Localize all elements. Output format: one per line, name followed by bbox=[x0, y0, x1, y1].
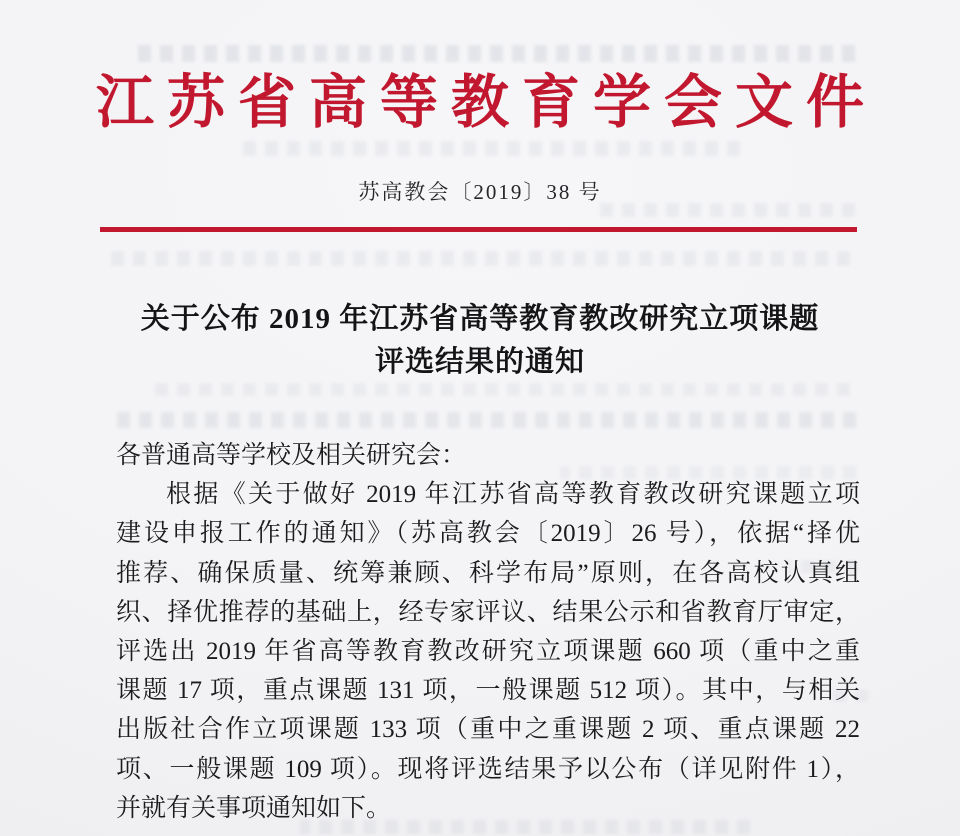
body-line: 出版社合作立项课题 133 项（重中之重课题 2 项、重点课题 22 bbox=[116, 716, 860, 744]
red-separator-rule bbox=[100, 227, 857, 232]
body-line: 推荐、确保质量、统筹兼顾、科学布局”原则，在各高校认真组 bbox=[116, 559, 860, 587]
bleedthrough-text-artifact bbox=[116, 412, 856, 428]
body-line: 并就有关事项通知如下。 bbox=[116, 794, 392, 822]
bleedthrough-text-artifact bbox=[600, 203, 855, 217]
bleedthrough-text-artifact bbox=[110, 251, 850, 266]
agency-letterhead-title: 江苏省高等教育学会文件 bbox=[95, 70, 877, 135]
notice-title-line2: 评选结果的通知 bbox=[374, 346, 585, 378]
body-line: 评选出 2019 年省高等教育教改研究立项课题 660 项（重中之重 bbox=[116, 638, 860, 666]
document-reference-number: 苏高教会〔2019〕38 号 bbox=[358, 180, 602, 204]
body-line: 课题 17 项，重点课题 131 项，一般课题 512 项）。其中，与相关 bbox=[116, 677, 860, 705]
notice-title bbox=[0, 298, 960, 384]
bleedthrough-text-artifact bbox=[150, 383, 850, 396]
body-line: 建设申报工作的通知》（苏高教会〔2019〕26 号），依据“择优 bbox=[116, 520, 860, 548]
salutation-line: 各普通高等学校及相关研究会： bbox=[116, 442, 467, 469]
body-line: 织、择优推荐的基础上，经专家评议、结果公示和省教育厅审定， bbox=[116, 598, 860, 626]
body-line: 根据《关于做好 2019 年江苏省高等教育教改研究课题立项 bbox=[166, 481, 860, 509]
notice-title-line1: 关于公布 2019 年江苏省高等教育教改研究立项课题 bbox=[140, 303, 820, 335]
notice-body bbox=[116, 436, 860, 828]
bleedthrough-text-artifact bbox=[130, 45, 855, 62]
body-line: 项、一般课题 109 项）。现将评选结果予以公布（详见附件 1）， bbox=[116, 755, 860, 783]
bleedthrough-text-artifact bbox=[240, 141, 740, 156]
